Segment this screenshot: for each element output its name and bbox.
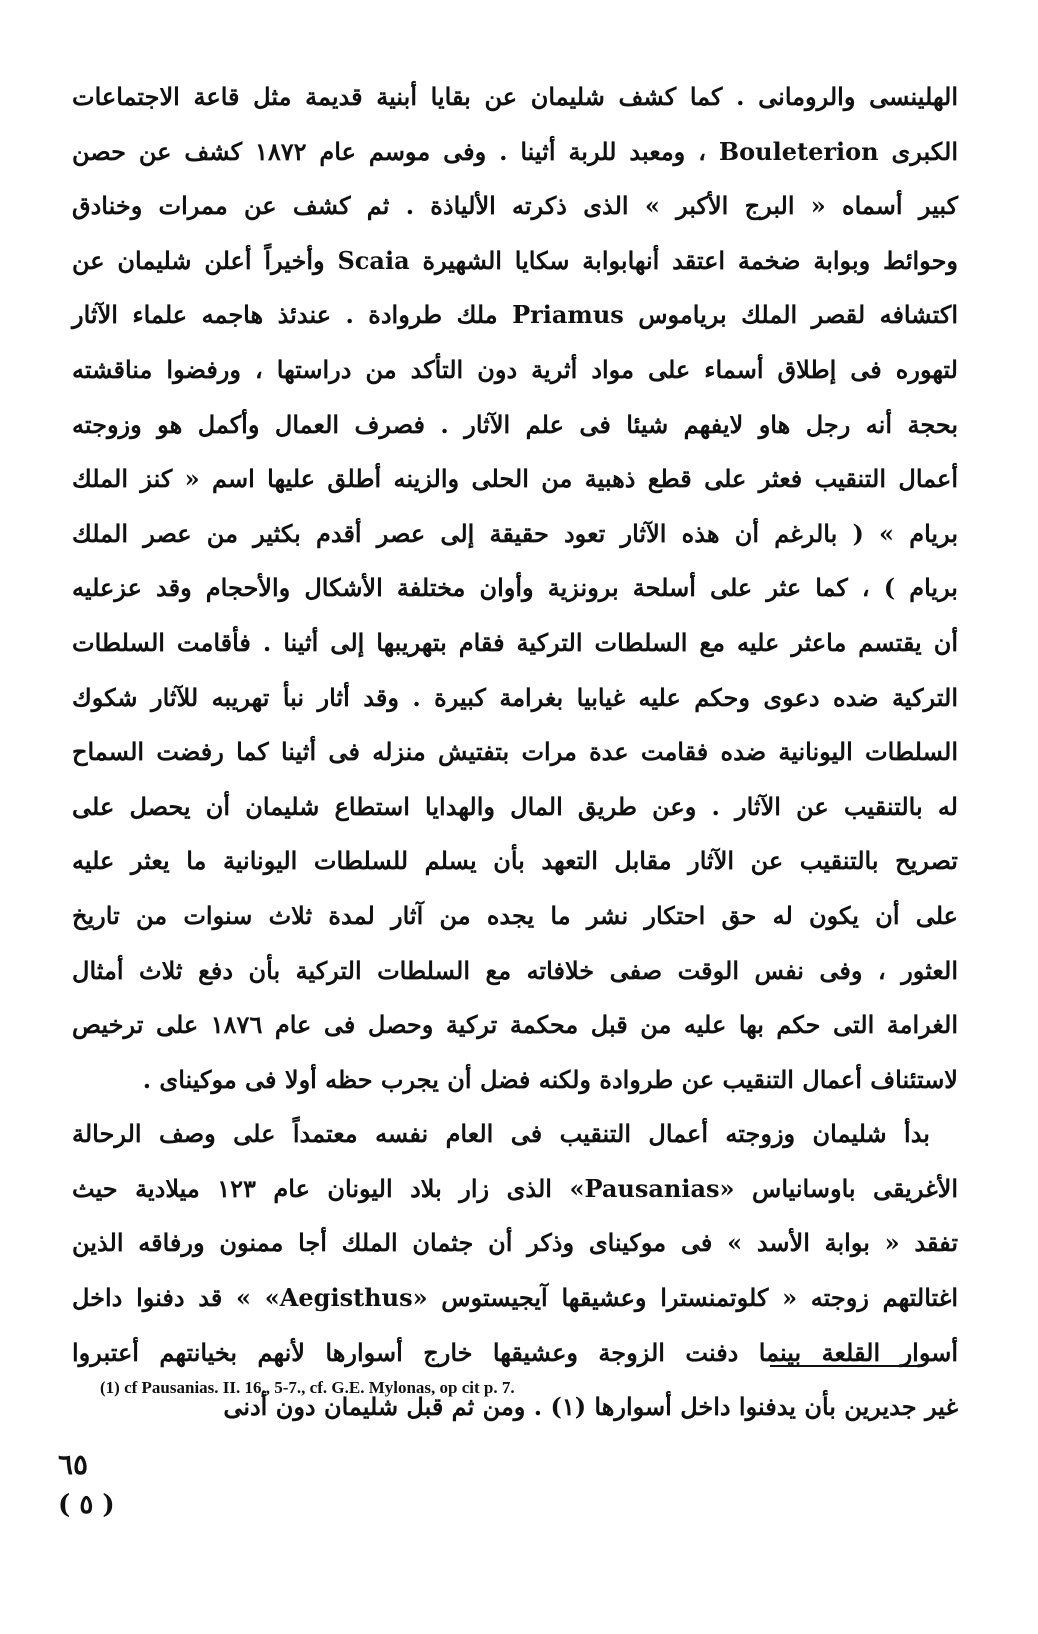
text-line: لاستئناف أعمال التنقيب عن طروادة ولكنه فضل أن يجرب حظه أولا فى موكيناى . xyxy=(142,1064,958,1094)
text-line: بحجة أنه رجل هاو لايفهم شيئا فى علم الآثار . فصرف العمال وأكمل هو وزوجته xyxy=(72,409,958,439)
text-line: غير جديرين بأن يدفنوا داخل أسوارها (١) . ومن ثم قبل شليمان دون أدنى xyxy=(223,1392,958,1422)
paragraph-1 xyxy=(72,70,958,1107)
text-line: اكتشافه لقصر الملك برياموس Priamus ملك طروادة . عندئذ هاجمه علماء الآثار xyxy=(72,300,958,330)
text-line: بريام » ( بالرغم أن هذه الآثار تعود حقيقة إلى عصر أقدم بكثير من عصر الملك xyxy=(72,518,958,548)
text-line: الأغريقى باوسانياس «Pausanias» الذى زار بلاد اليونان عام ١٢٣ ميلادية حيث xyxy=(72,1173,959,1203)
text-line: الهلينسى والرومانى . كما كشف شليمان عن بقايا أبنية قديمة مثل قاعة الاجتماعات xyxy=(72,82,958,111)
signature-mark: ( ٥ ) xyxy=(58,1490,115,1520)
text-line: الغرامة التى حكم بها عليه من قبل محكمة تركية وحصل فى عام ١٨٧٦ على ترخيص xyxy=(72,1010,958,1040)
text-line: وحوائط وبوابة ضخمة اعتقد أنهابوابة سكايا الشهيرة Scaia وأخيراً أعلن شليمان عن xyxy=(72,245,958,275)
text-line: أن يقتسم ماعثر عليه مع السلطات التركية فقام بتهريبها إلى أثينا . فأقامت السلطات xyxy=(72,627,958,657)
page-number: ٦٥ xyxy=(58,1448,89,1481)
text-line: بدأ شليمان وزوجته أعمال التنقيب فى العام نفسه معتمداً على وصف الرحالة xyxy=(72,1119,930,1149)
body-text xyxy=(72,70,958,1435)
text-line: لتهوره فى إطلاق أسماء على مواد أثرية دون التأكد من دراستها ، ورفضوا مناقشته xyxy=(72,354,958,384)
text-line: بريام ) ، كما عثر على أسلحة برونزية وأوان مختلفة الأشكال والأحجام وقد عزعليه xyxy=(72,573,958,603)
text-line: السلطات اليونانية ضده فقامت عدة مرات بتفتيش منزله فى أثينا كما رفضت السماح xyxy=(72,737,958,767)
text-line: له بالتنقيب عن الآثار . وعن طريق المال والهدايا استطاع شليمان أن يحصل على xyxy=(72,791,958,821)
text-line: على أن يكون له حق احتكار نشر ما يجده من آثار لمدة ثلاث سنوات من تاريخ xyxy=(72,900,958,930)
text-line: العثور ، وفى نفس الوقت صفى خلافاته مع السلطات التركية بأن دفع ثلاث أمثال xyxy=(72,955,958,985)
footnote: (1) cf Pausanias. II. 16., 5-7., cf. G.E. Mylonas, op cit p. 7. xyxy=(100,1378,515,1397)
footnote-separator xyxy=(770,1365,920,1367)
text-line: تفقد « بوابة الأسد » فى موكيناى وذكر أن جثمان الملك أجا ممنون ورفاقه الذين xyxy=(72,1228,958,1258)
text-line: أعمال التنقيب فعثر على قطع ذهبية من الحلى والزينه أطلق عليها اسم « كنز الملك xyxy=(72,464,958,494)
text-line: التركية ضده دعوى وحكم عليه غيابيا بغرامة كبيرة . وقد أثار نبأ تهريبه للآثار شكوك xyxy=(72,682,958,712)
text-line: كبير أسماه « البرج الأكبر » الذى ذكرته الألياذة . ثم كشف عن ممرات وخنادق xyxy=(72,191,958,221)
text-line: أسوار القلعة بينما دفنت الزوجة وعشيقها خارج أسوارها لأنهم بخيانتهم أعتبروا xyxy=(72,1337,958,1367)
text-line: الكبرى Bouleterion ، ومعبد للربة أثينا . وفى موسم عام ١٨٧٢ كشف عن حصن xyxy=(72,136,959,166)
text-line: تصريح بالتنقيب عن الآثار مقابل التعهد بأن يسلم للسلطات اليونانية ما يعثر عليه xyxy=(72,846,958,876)
text-line: اغتالتهم زوجته « كلوتمنسترا وعشيقها آيجيستوس «Aegisthus» » قد دفنوا داخل xyxy=(72,1283,959,1313)
